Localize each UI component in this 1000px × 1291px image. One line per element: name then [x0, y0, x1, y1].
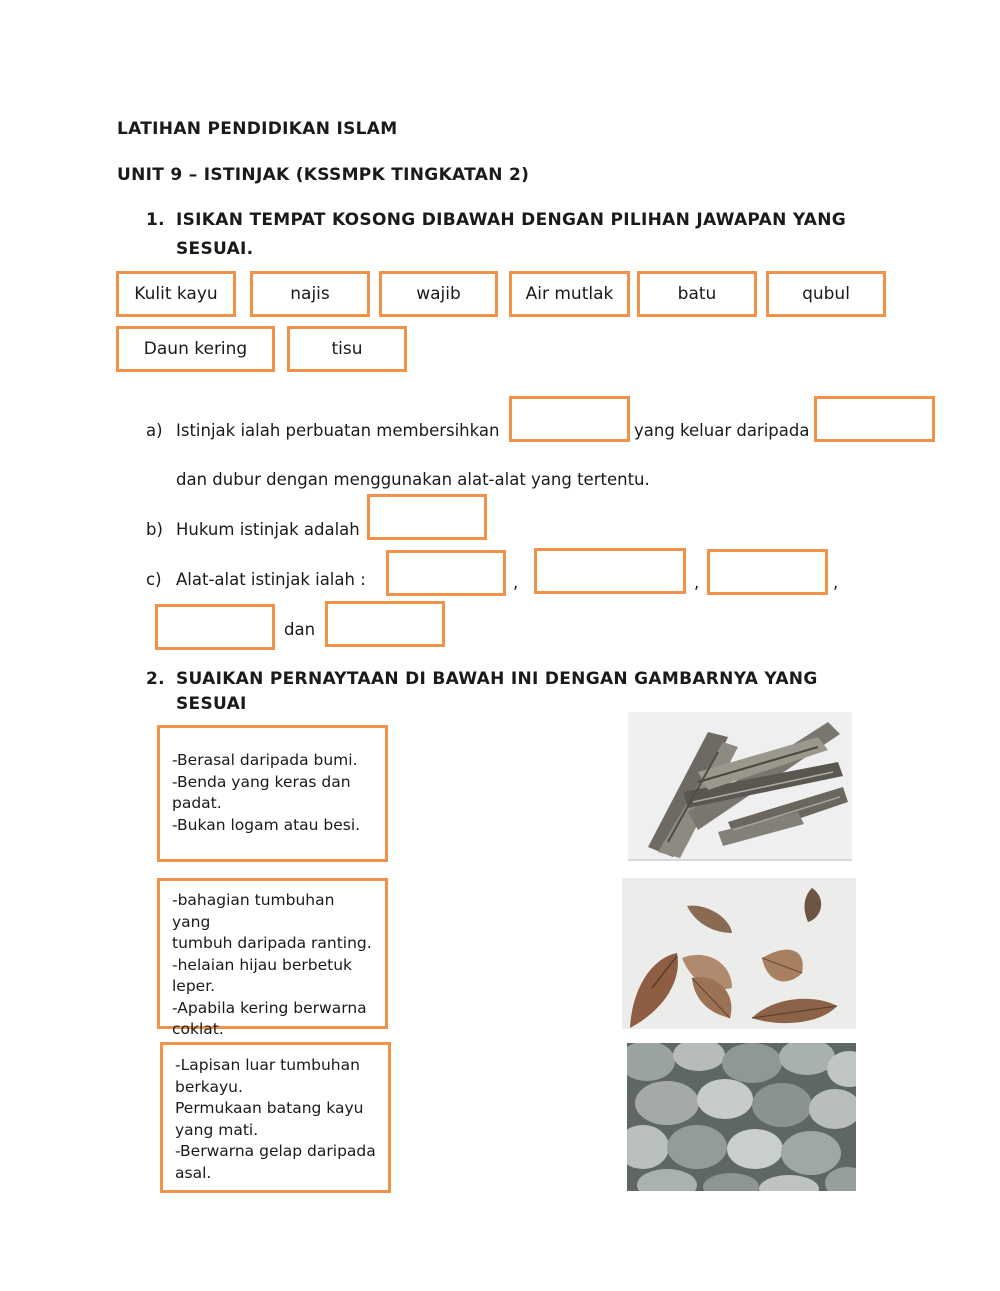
- q1a-label: a): [146, 421, 163, 440]
- q1a-text-part3: dan dubur dengan menggunakan alat-alat yang tertentu.: [176, 470, 650, 489]
- q2-number: 2.: [146, 669, 165, 689]
- statement-line: berkayu.: [175, 1077, 243, 1096]
- statement-card-bark[interactable]: [160, 1042, 391, 1193]
- statement-line: -Lapisan luar tumbuhan: [175, 1056, 360, 1074]
- statement-line: -Bukan logam atau besi.: [172, 815, 361, 834]
- q1-instruction-line2: SESUAI.: [176, 239, 254, 259]
- q1b-text: Hukum istinjak adalah: [176, 520, 360, 539]
- option-qubul[interactable]: qubul: [766, 271, 886, 317]
- q1c-text: Alat-alat istinjak ialah :: [176, 570, 366, 589]
- q1a-text-part1: Istinjak ialah perbuatan membersihkan: [176, 421, 500, 440]
- q1c-comma-2: ,: [694, 573, 700, 592]
- statement-line: coklat.: [172, 1020, 224, 1038]
- option-tisu[interactable]: tisu: [287, 326, 407, 372]
- option-air-mutlak[interactable]: Air mutlak: [509, 271, 630, 317]
- q2-instruction-line2: SESUAI: [176, 694, 247, 714]
- statement-line: -Apabila kering berwarna: [172, 998, 367, 1017]
- q1-instruction-line1: ISIKAN TEMPAT KOSONG DIBAWAH DENGAN PILIHAN JAWAPAN YANG: [176, 210, 847, 230]
- unit-title: UNIT 9 – ISTINJAK (KSSMPK TINGKATAN 2): [117, 165, 530, 185]
- q1c-blank-4[interactable]: [155, 604, 275, 650]
- statement-line: yang mati.: [175, 1120, 259, 1139]
- statement-line: -Berwarna gelap daripada: [175, 1142, 376, 1160]
- q1c-blank-2[interactable]: [534, 548, 686, 594]
- tree-bark-image[interactable]: [628, 712, 852, 861]
- statement-line: -helaian hijau berbetuk: [172, 955, 352, 974]
- q1b-label: b): [146, 520, 163, 539]
- page-title: LATIHAN PENDIDIKAN ISLAM: [117, 119, 398, 139]
- q2-instruction-line1: SUAIKAN PERNAYTAAN DI BAWAH INI DENGAN GAMBARNYA YANG: [176, 669, 818, 689]
- option-najis[interactable]: najis: [250, 271, 370, 317]
- statement-line: leper.: [172, 977, 216, 995]
- option-wajib[interactable]: wajib: [379, 271, 498, 317]
- q1a-text-part2: yang keluar daripada: [634, 421, 810, 440]
- q1c-blank-1[interactable]: [386, 550, 506, 596]
- statement-line: padat.: [172, 794, 222, 812]
- statement-line: -Benda yang keras dan: [172, 772, 351, 791]
- statement-line: asal.: [175, 1163, 212, 1182]
- statement-line: tumbuh daripada ranting.: [172, 934, 372, 952]
- q1c-dan: dan: [284, 620, 316, 639]
- statement-line: Permukaan batang kayu: [175, 1099, 364, 1117]
- q1a-blank-1[interactable]: [509, 396, 630, 442]
- option-kulit-kayu[interactable]: Kulit kayu: [116, 271, 236, 317]
- q1-number: 1.: [146, 210, 165, 230]
- statement-line: -Berasal daripada bumi.: [172, 751, 358, 769]
- q1c-label: c): [146, 570, 162, 589]
- q1b-blank[interactable]: [367, 494, 487, 540]
- statement-card-leaf[interactable]: [157, 878, 388, 1038]
- q1c-comma-3: ,: [833, 573, 839, 592]
- q1a-blank-2[interactable]: [814, 396, 935, 442]
- q1c-comma-1: ,: [513, 573, 519, 592]
- option-daun-kering[interactable]: Daun kering: [116, 326, 275, 372]
- statement-card-stone[interactable]: [157, 725, 388, 862]
- q1c-blank-5[interactable]: [325, 601, 445, 647]
- statement-line: -bahagian tumbuhan yang: [172, 891, 335, 931]
- q1c-blank-3[interactable]: [707, 549, 828, 595]
- dry-leaves-image[interactable]: [622, 878, 856, 1029]
- stones-image[interactable]: [627, 1043, 856, 1191]
- option-batu[interactable]: batu: [637, 271, 757, 317]
